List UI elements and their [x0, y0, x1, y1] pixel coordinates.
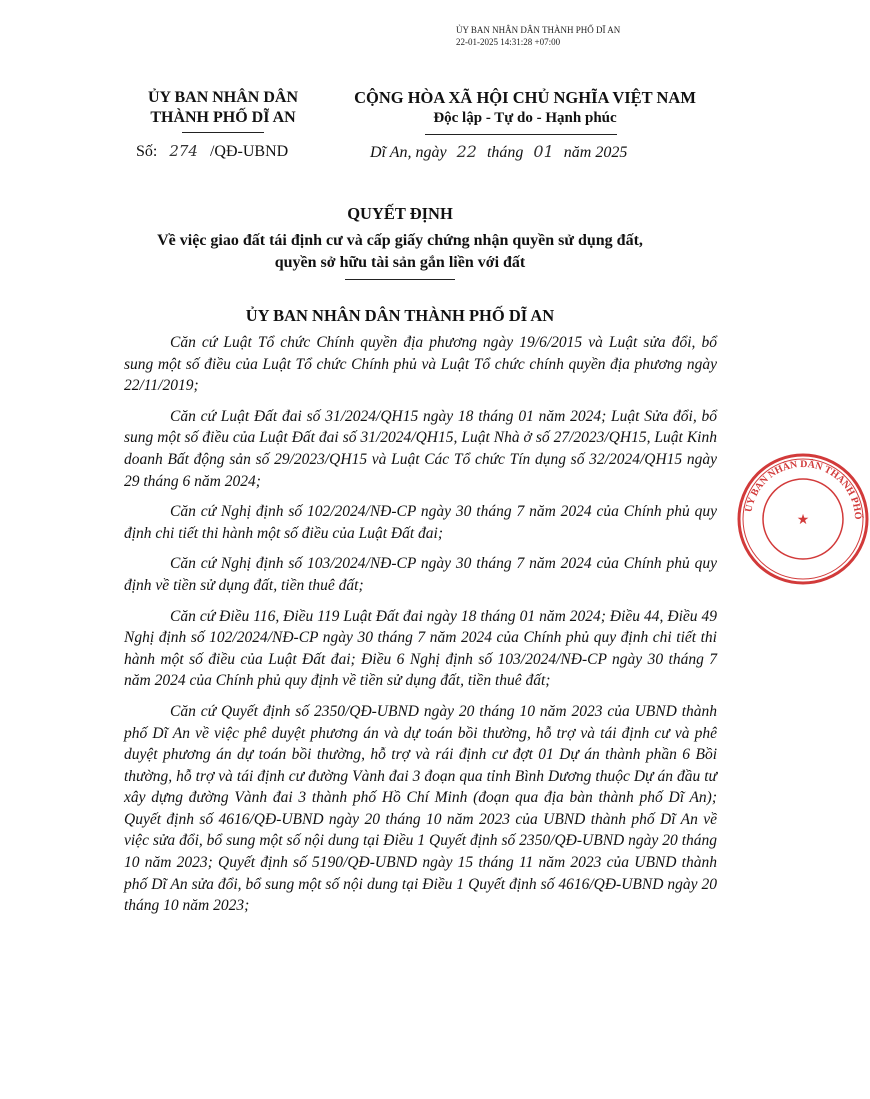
digital-signature-stamp	[456, 24, 620, 48]
signature-signer: ỦY BAN NHÂN DÂN THÀNH PHỐ DĨ AN	[456, 25, 621, 35]
national-header	[335, 88, 715, 128]
seal-text: ỦY BAN NHÂN DÂN THÀNH PHỐ	[743, 458, 864, 520]
doc-number-suffix: /QĐ-UBND	[209, 143, 289, 160]
issuing-agency	[128, 88, 318, 128]
doc-number-prefix: Số:	[136, 143, 158, 160]
svg-text:ỦY BAN NHÂN DÂN THÀNH PHỐ	[742, 458, 865, 520]
issue-date	[370, 142, 627, 162]
signature-timestamp: 22-01-2025 14:31:28 +07:00	[456, 37, 561, 47]
legal-basis-paragraph: Căn cứ Nghị định số 102/2024/NĐ-CP ngày 30 tháng 7 năm 2024 của Chính phủ quy định chi tiết thi hành một số điều của Luật Đất đai;	[124, 503, 717, 542]
legal-basis-paragraph: Căn cứ Luật Tổ chức Chính quyền địa phương ngày 19/6/2015 và Luật sửa đổi, bổ sung một số điều của Luật Tổ chức Chính phủ và Luật Tổ chức chính quyền địa phương ngày 22/11/2019;	[124, 334, 717, 395]
country-name: CỘNG HÒA XÃ HỘI CHỦ NGHĨA VIỆT NAM	[354, 88, 696, 107]
official-seal-icon	[736, 452, 870, 586]
date-year-label: năm 2025	[563, 144, 628, 161]
doc-number-handwritten: 274	[169, 142, 198, 160]
document-title: QUYẾT ĐỊNH	[347, 204, 453, 223]
subject-line-1: Về việc giao đất tái định cư và cấp giấy chứng nhận quyền sử dụng đất,	[157, 232, 643, 249]
national-motto: Độc lập - Tự do - Hạnh phúc	[433, 110, 617, 126]
legal-basis-paragraph: Căn cứ Quyết định số 2350/QĐ-UBND ngày 20 tháng 10 năm 2023 của UBND thành phố Dĩ An về việc phê duyệt phương án và dự toán bồi thường, hỗ trợ và tái định cư và phê duyệt phương án dự toán bồi thường, hỗ trợ và rái định cư đợt 01 Dự án thành phần 6 Bồi thường, hỗ trợ và tái định cư đường Vành đai 3 đoạn qua tỉnh Bình Dương thuộc Dự án đầu tư xây dựng đường Vành đai 3 thành phố Hồ Chí Minh (đoạn qua địa bàn thành phố Dĩ An); Quyết định số 4616/QĐ-UBND ngày 20 tháng 10 năm 2023 của UBND thành phố Dĩ An về việc sửa đổi, bổ sung một số nội dung tại Điều 1 Quyết định số 2350/QĐ-UBND ngày 20 tháng 10 năm 2023; Quyết định số 5190/QĐ-UBND ngày 15 tháng 11 năm 2023 của UBND thành phố Dĩ An sửa đổi, bổ sung một số nội dung tại Điều 1 Quyết định số 4616/QĐ-UBND ngày 20 tháng 10 năm 2023;	[124, 702, 717, 915]
document-subject	[90, 230, 710, 274]
agency-line-2: THÀNH PHỐ DĨ AN	[150, 109, 296, 126]
document-number	[136, 142, 288, 161]
legal-basis-paragraph: Căn cứ Luật Đất đai số 31/2024/QH15 ngày 18 tháng 01 năm 2024; Luật Sửa đổi, bổ sung một số điều của Luật Đất đai số 31/2024/QH15, Luật Nhà ở số 27/2023/QH15, Luật Kinh doanh Bất động sản số 29/2023/QH15 và Luật Các Tổ chức Tín dụng số 32/2024/QH15 ngày 29 tháng 6 năm 2024;	[124, 407, 717, 490]
svg-text:★: ★	[796, 512, 810, 528]
date-month-label: tháng	[486, 144, 524, 161]
authority-heading: ỦY BAN NHÂN DÂN THÀNH PHỐ DĨ AN	[245, 306, 555, 325]
subject-line-2: quyền sở hữu tài sản gắn liền với đất	[274, 254, 526, 271]
date-prefix: Dĩ An, ngày	[370, 144, 447, 161]
legal-basis-paragraph: Căn cứ Điều 116, Điều 119 Luật Đất đai ngày 18 tháng 01 năm 2024; Điều 44, Điều 49 Nghị định số 102/2024/NĐ-CP ngày 30 tháng 7 năm 2024 của Chính phủ quy định chi tiết thi hành một số điều của Luật Đất đai; Điều 6 Nghị định số 103/2024/NĐ-CP ngày 30 tháng 7 năm 2024 của Chính phủ quy định về tiền sử dụng đất, tiền thuê đất;	[124, 607, 717, 690]
agency-line-1: ỦY BAN NHÂN DÂN	[147, 89, 299, 106]
legal-basis-body	[124, 332, 717, 926]
motto-underline	[425, 134, 617, 135]
date-day-handwritten: 22	[456, 142, 477, 161]
subject-underline	[345, 279, 455, 280]
date-month-handwritten: 01	[533, 142, 554, 161]
agency-underline	[182, 132, 264, 133]
legal-basis-paragraph: Căn cứ Nghị định số 103/2024/NĐ-CP ngày 30 tháng 7 năm 2024 của Chính phủ quy định về tiền sử dụng đất, tiền thuê đất;	[124, 555, 717, 594]
